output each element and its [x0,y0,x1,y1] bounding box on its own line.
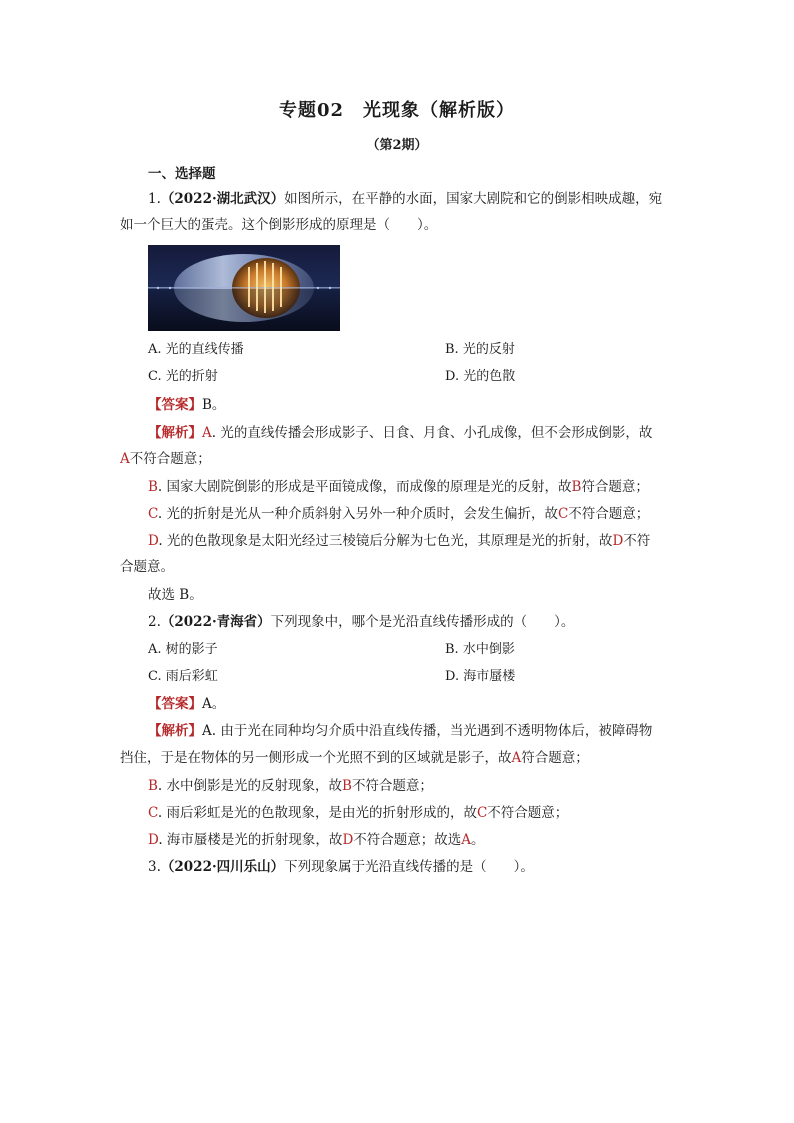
q2-analysis-d: D. 海市蜃楼是光的折射现象，故D不符合题意；故选A。 [148,832,485,848]
q1-analysis-a-line1: 【解析】A. 光的直线传播会形成影子、日食、月食、小孔成像，但不会形成倒影，故 [148,425,653,441]
q2-stem: 2.（2022·青海省）下列现象中，哪个是光沿直线传播形成的（ ）。 [148,614,575,630]
q2-source: （2022·青海省） [160,614,271,630]
q2-option-c: C. 雨后彩虹 [148,669,218,684]
section-heading: 一、选择题 [148,166,216,182]
q1-analysis-c: C. 光的折射是光从一种介质斜射入另外一种介质时，会发生偏折，故C不符合题意； [148,506,650,522]
q2-answer: 【答案】A。 [148,696,226,712]
opera-house-photo [148,245,340,331]
q1-analysis-d-line1: D. 光的色散现象是太阳光经过三棱镜后分解为七色光，其原理是光的折射，故D不符 [148,533,651,549]
q2-option-b: B. 水中倒影 [445,642,515,657]
q1-analysis-b: B. 国家大剧院倒影的形成是平面镜成像，而成像的原理是光的反射，故B符合题意； [148,479,649,495]
document-title: 专题02 光现象（解析版） [278,100,516,121]
q2-analysis-b: B. 水中倒影是光的反射现象，故B不符合题意； [148,778,433,794]
q2-analysis-a-line1: 【解析】A. 由于光在同种均匀介质中沿直线传播，当光遇到不透明物体后，被障碍物 [148,723,653,739]
q1-option-c: C. 光的折射 [148,369,218,384]
q3-stem: 3.（2022·四川乐山）下列现象属于光沿直线传播的是（ ）。 [148,859,534,875]
q1-conclusion: 故选 B。 [148,587,203,603]
q1-option-a: A. 光的直线传播 [148,342,244,357]
q1-option-d: D. 光的色散 [445,369,516,384]
q1-answer: 【答案】B。 [148,397,226,413]
q1-stem-line2: 如一个巨大的蛋壳。这个倒影形成的原理是（ ）。 [120,217,438,233]
q2-option-a: A. 树的影子 [148,642,218,657]
q3-source: （2022·四川乐山） [160,859,285,875]
q1-stem-line1: 1.（2022·湖北武汉）如图所示，在平静的水面，国家大剧院和它的倒影相映成趣，宛 [148,191,663,207]
opera-house-illustration [148,245,340,331]
q1-analysis-a-line2: A不符合题意； [120,451,211,467]
q1-option-b: B. 光的反射 [445,342,515,357]
q2-option-d: D. 海市蜃楼 [445,669,516,684]
q2-analysis-a-line2: 挡住，于是在物体的另一侧形成一个光照不到的区域就是影子，故A符合题意； [120,750,589,766]
q1-source: （2022·湖北武汉） [160,191,285,207]
issue-label: （第2期） [366,138,428,153]
q1-analysis-d-line2: 合题意。 [120,559,174,575]
q2-analysis-c: C. 雨后彩虹是光的色散现象，是由光的折射形成的，故C不符合题意； [148,805,569,821]
